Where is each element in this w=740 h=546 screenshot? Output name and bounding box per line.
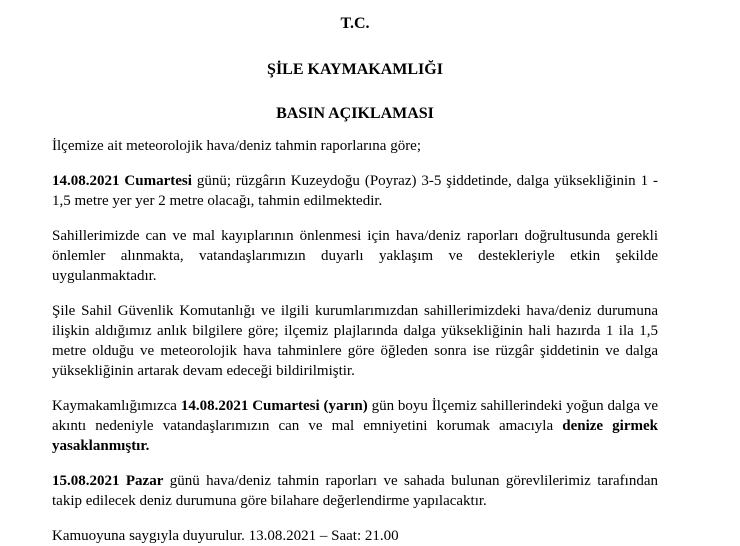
evaluation-date: 15.08.2021 Pazar	[52, 473, 164, 489]
header-tc: T.C.	[340, 15, 370, 32]
forecast-date: 14.08.2021 Cumartesi	[52, 173, 192, 189]
closing-line: Kamuoyuna saygıyla duyurulur. 13.08.2021 – Saat: 21.00	[52, 528, 399, 544]
ban-paragraph	[52, 396, 658, 456]
coast-guard-paragraph: Şile Sahil Güvenlik Komutanlığı ve ilgili kurumlarımızdan sahillerimizdeki hava/deniz durumuna ilişkin aldığımız anlık bilgilere göre; ilçemiz plajlarında dalga yüksekliğinin hali hazırda 1 ila 1,5 metre olduğu ve meteorolojik hava tahminlere göre öğleden sonra ise rüzgâr şiddetinin ve dalga yüksekliğinin artarak devam edeceği bildirilmiştir.	[52, 303, 658, 379]
evaluation-text: günü hava/deniz tahmin raporları ve sahada bulunan görevlilerimiz tarafından takip edilecek deniz durumuna göre bilahare değerlendirme yapılacaktır.	[52, 473, 658, 509]
ban-statement: denize girmek yasaklanmıştır.	[52, 418, 658, 454]
ban-prefix: Kaymakamlığımızca	[52, 398, 181, 414]
measures-paragraph: Sahillerimizde can ve mal kayıplarının önlenmesi için hava/deniz raporları doğrultusunda gerekli önlemler alınmakta, vatandaşlarımızın duyarlı yaklaşım ve destekleriyle etkin şekilde uygulanmaktadır.	[52, 228, 658, 284]
forecast-text: günü; rüzgârın Kuzeydoğu (Poyraz) 3-5 şiddetinde, dalga yüksekliğinin 1 - 1,5 metre yer yer 2 metre olacağı, tahmin edilmektedir.	[52, 173, 658, 209]
ban-middle: gün boyu İlçemiz sahillerindeki yoğun dalga ve akıntı nedeniyle vatandaşlarımızın can ve mal emniyetini korumak amacıyla	[52, 398, 658, 434]
document-title: BASIN AÇIKLAMASI	[276, 105, 434, 122]
ban-date: 14.08.2021 Cumartesi (yarın)	[180, 398, 368, 414]
header-office: ŞİLE KAYMAKAMLIĞI	[267, 61, 443, 78]
forecast-paragraph	[52, 171, 658, 211]
intro-paragraph: İlçemize ait meteorolojik hava/deniz tahmin raporlarına göre;	[52, 138, 422, 154]
evaluation-paragraph	[52, 471, 658, 511]
